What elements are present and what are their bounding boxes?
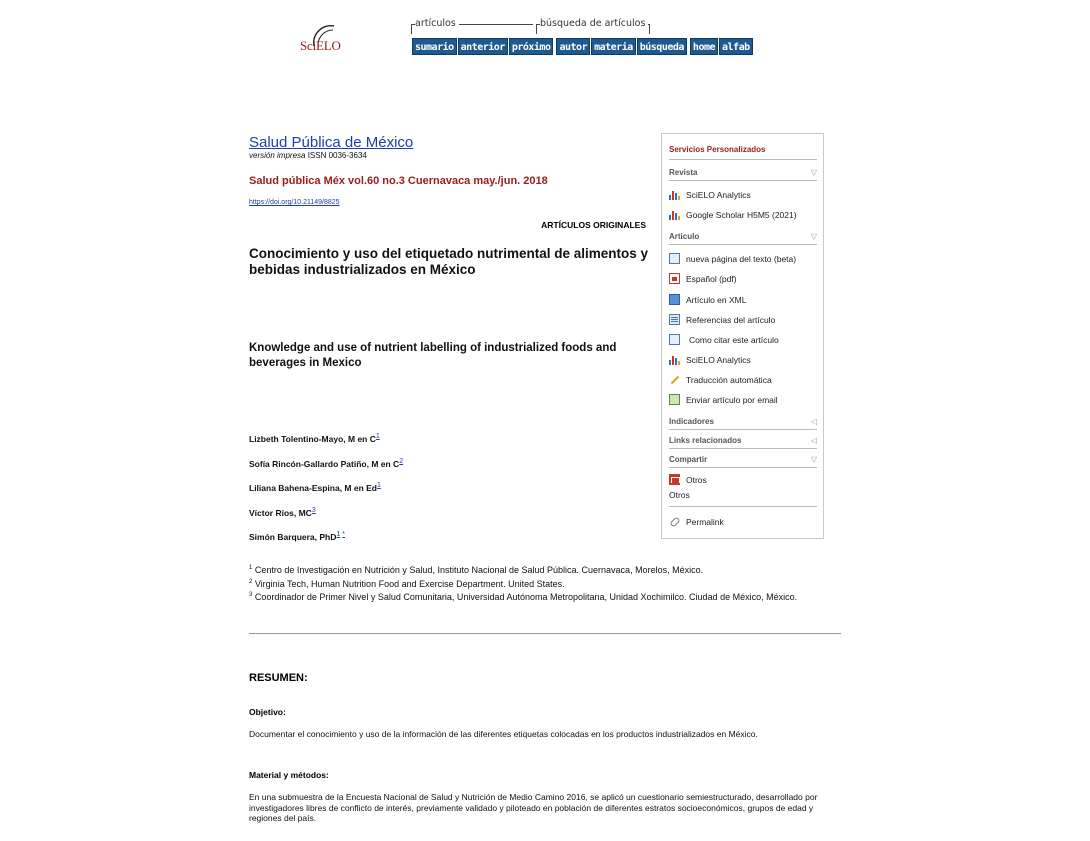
issue-citation: Salud pública Méx vol.60 no.3 Cuernavaca may./jun. 2018 <box>249 175 548 187</box>
sidebar-item-label: Referencias del artículo <box>686 314 776 325</box>
issn-text: ISSN 0036-3634 <box>305 151 367 160</box>
author-affiliation-ref[interactable]: 1 <box>375 433 380 440</box>
affiliation-item <box>249 590 841 604</box>
xml-icon <box>669 294 680 305</box>
nav-busqueda-button[interactable]: búsqueda <box>637 38 687 55</box>
sidebar-section-label: Revista <box>669 168 698 177</box>
services-sidebar <box>661 133 824 539</box>
sidebar-item-label: Otros <box>686 474 707 485</box>
nav-autor-button[interactable]: autor <box>556 38 590 55</box>
articulos-group-label: artículos <box>415 18 459 29</box>
chevron-left-icon: ◁ <box>810 417 817 426</box>
author-name: Simón Barquera, PhD <box>249 531 337 542</box>
nav-alfab-button[interactable]: alfab <box>719 38 753 55</box>
version-label: versión impresa <box>249 151 306 160</box>
author-name: Lizbeth Tolentino-Mayo, M en C <box>249 433 376 444</box>
sidebar-section-articulo[interactable] <box>669 232 817 241</box>
sidebar-item-google-scholar[interactable] <box>669 209 797 220</box>
affiliations <box>249 563 841 604</box>
nav-anterior-button[interactable]: anterior <box>458 38 508 55</box>
sidebar-divider <box>669 506 817 507</box>
author-affiliation-ref[interactable]: 3 <box>311 506 316 514</box>
nav-materia-button[interactable]: materia <box>591 38 636 55</box>
scielo-logo-text: SciELO <box>300 38 341 53</box>
journal-title-link[interactable]: Salud Pública de México <box>249 134 414 151</box>
affiliation-item <box>249 577 841 591</box>
sidebar-item-label: Artículo en XML <box>686 294 747 305</box>
share-icon <box>669 474 680 485</box>
affiliation-text: Centro de Investigación en Nutrición y Salud, Instituto Nacional de Salud Pública. Cuernavaca, Morelos, México. <box>252 565 704 575</box>
sidebar-section-label: Indicadores <box>669 417 714 426</box>
email-icon <box>669 394 680 405</box>
sidebar-divider <box>669 429 817 430</box>
sidebar-section-indicadores[interactable] <box>669 417 817 426</box>
objetivo-text: Documentar el conocimiento y uso de la información de las diferentes etiquetas colocadas en los productos industrializados en México. <box>249 729 758 739</box>
scielo-logo[interactable] <box>300 20 354 64</box>
affiliation-text: Coordinador de Primer Nivel y Salud Comunitaria, Universidad Autónoma Metropolitana, Unidad Xochimilco. Ciudad de México, México. <box>252 592 798 602</box>
sidebar-item-xml[interactable] <box>669 294 746 305</box>
corresponding-author-ref[interactable]: * <box>342 531 345 538</box>
sidebar-item-scielo-analytics-articulo[interactable] <box>669 354 751 365</box>
sidebar-item-label: Traducción automática <box>686 374 772 385</box>
chevron-left-icon: ◁ <box>810 436 817 445</box>
sidebar-divider <box>669 244 817 245</box>
link-icon <box>669 516 680 527</box>
sidebar-section-compartir[interactable] <box>669 455 817 464</box>
material-text: En una submuestra de la Encuesta Nacional de Salud y Nutrición de Medio Camino 2016, se aplicó un cuestionario semiestructurado, desarrollado por investigadores libres de conflicto de interés, previamente validado y piloteado en población de diferentes estratos socioeconómicos, grupos de edad y regiones del país. <box>249 792 818 823</box>
affiliation-number: 1 <box>249 565 253 571</box>
author-item <box>249 506 403 531</box>
bar-chart-icon <box>669 354 680 365</box>
sidebar-item-new-page[interactable] <box>669 253 796 264</box>
version-issn <box>249 151 367 160</box>
sidebar-item-translation[interactable] <box>669 374 772 385</box>
section-type-label: ARTÍCULOS ORIGINALES <box>541 220 646 230</box>
busqueda-group-label: búsqueda de artículos <box>540 18 648 29</box>
sidebar-section-links[interactable] <box>669 436 817 445</box>
affiliation-item <box>249 563 841 577</box>
nav-toolbar <box>412 38 754 55</box>
sidebar-item-cite[interactable] <box>669 334 779 345</box>
article-title-spanish: Conocimiento y uso del etiquetado nutrimental de alimentos y bebidas industrializados en México <box>249 246 649 277</box>
sidebar-item-label: Otros <box>669 490 690 500</box>
sidebar-divider <box>669 180 817 181</box>
sidebar-item-label: Enviar artículo por email <box>686 394 778 405</box>
sidebar-item-references[interactable] <box>669 314 775 325</box>
nav-proximo-button[interactable]: próximo <box>509 38 554 55</box>
nav-sumario-button[interactable]: sumario <box>412 38 457 55</box>
sidebar-item-label: Español (pdf) <box>686 273 737 284</box>
bar-chart-icon <box>669 209 680 220</box>
page-icon <box>669 253 680 264</box>
sidebar-item-label: nueva página del texto (beta) <box>686 253 797 264</box>
sidebar-divider <box>669 159 817 160</box>
chevron-down-icon: ▽ <box>810 168 817 177</box>
sidebar-section-label: Links relacionados <box>669 436 742 445</box>
affiliation-text: Virginia Tech, Human Nutrition Food and Exercise Department. United States. <box>252 578 565 589</box>
affiliation-number: 3 <box>249 592 253 598</box>
author-list <box>249 432 403 555</box>
chevron-down-icon: ▽ <box>810 232 817 241</box>
material-heading: Material y métodos: <box>249 770 329 780</box>
sidebar-item-label: Permalink <box>686 516 724 527</box>
page-icon <box>669 334 680 345</box>
sidebar-section-label: Compartir <box>669 455 708 464</box>
sidebar-item-label: SciELO Analytics <box>686 189 751 200</box>
sidebar-item-permalink[interactable] <box>669 516 724 527</box>
references-icon <box>669 314 680 325</box>
bar-chart-icon <box>669 189 680 200</box>
doi-link[interactable]: https://doi.org/10.21149/8825 <box>249 199 340 206</box>
resumen-heading: RESUMEN: <box>249 672 308 684</box>
author-affiliation-ref[interactable]: 2 <box>399 457 404 465</box>
sidebar-section-revista[interactable] <box>669 168 817 177</box>
sidebar-item-share-otros[interactable] <box>669 474 707 485</box>
sidebar-item-email[interactable] <box>669 394 778 405</box>
sidebar-item-label: Google Scholar H5M5 (2021) <box>686 209 797 220</box>
sidebar-divider <box>669 467 817 468</box>
affiliation-number: 2 <box>249 578 253 585</box>
sidebar-item-share-otros-2[interactable] <box>669 490 690 500</box>
author-name: Víctor Ríos, MC <box>249 507 312 518</box>
magic-wand-icon <box>669 374 680 385</box>
sidebar-item-label: Como citar este artículo <box>689 334 779 345</box>
sidebar-item-pdf[interactable] <box>669 273 737 284</box>
nav-home-button[interactable]: home <box>690 38 718 55</box>
chevron-down-icon: ▽ <box>810 455 817 464</box>
author-item <box>249 457 403 482</box>
author-item <box>249 481 403 506</box>
sidebar-title: Servicios Personalizados <box>669 145 766 154</box>
author-affiliation-ref[interactable]: 1 <box>377 482 381 489</box>
sidebar-item-label: SciELO Analytics <box>686 354 751 365</box>
author-name: Liliana Bahena-Espina, M en Ed <box>249 482 377 493</box>
author-item <box>249 432 403 457</box>
sidebar-section-label: Articulo <box>669 232 700 241</box>
section-divider <box>249 633 841 634</box>
objetivo-heading: Objetivo: <box>249 707 286 717</box>
sidebar-item-scielo-analytics-revista[interactable] <box>669 189 751 200</box>
pdf-icon <box>669 273 680 284</box>
sidebar-divider <box>669 448 817 449</box>
article-title-english: Knowledge and use of nutrient labelling of industrialized foods and beverages in Mexico <box>249 342 617 369</box>
author-affiliation-ref[interactable]: 1 <box>336 531 341 538</box>
author-name: Sofía Rincón-Gallardo Patiño, M en C <box>249 458 400 469</box>
author-item <box>249 530 403 555</box>
